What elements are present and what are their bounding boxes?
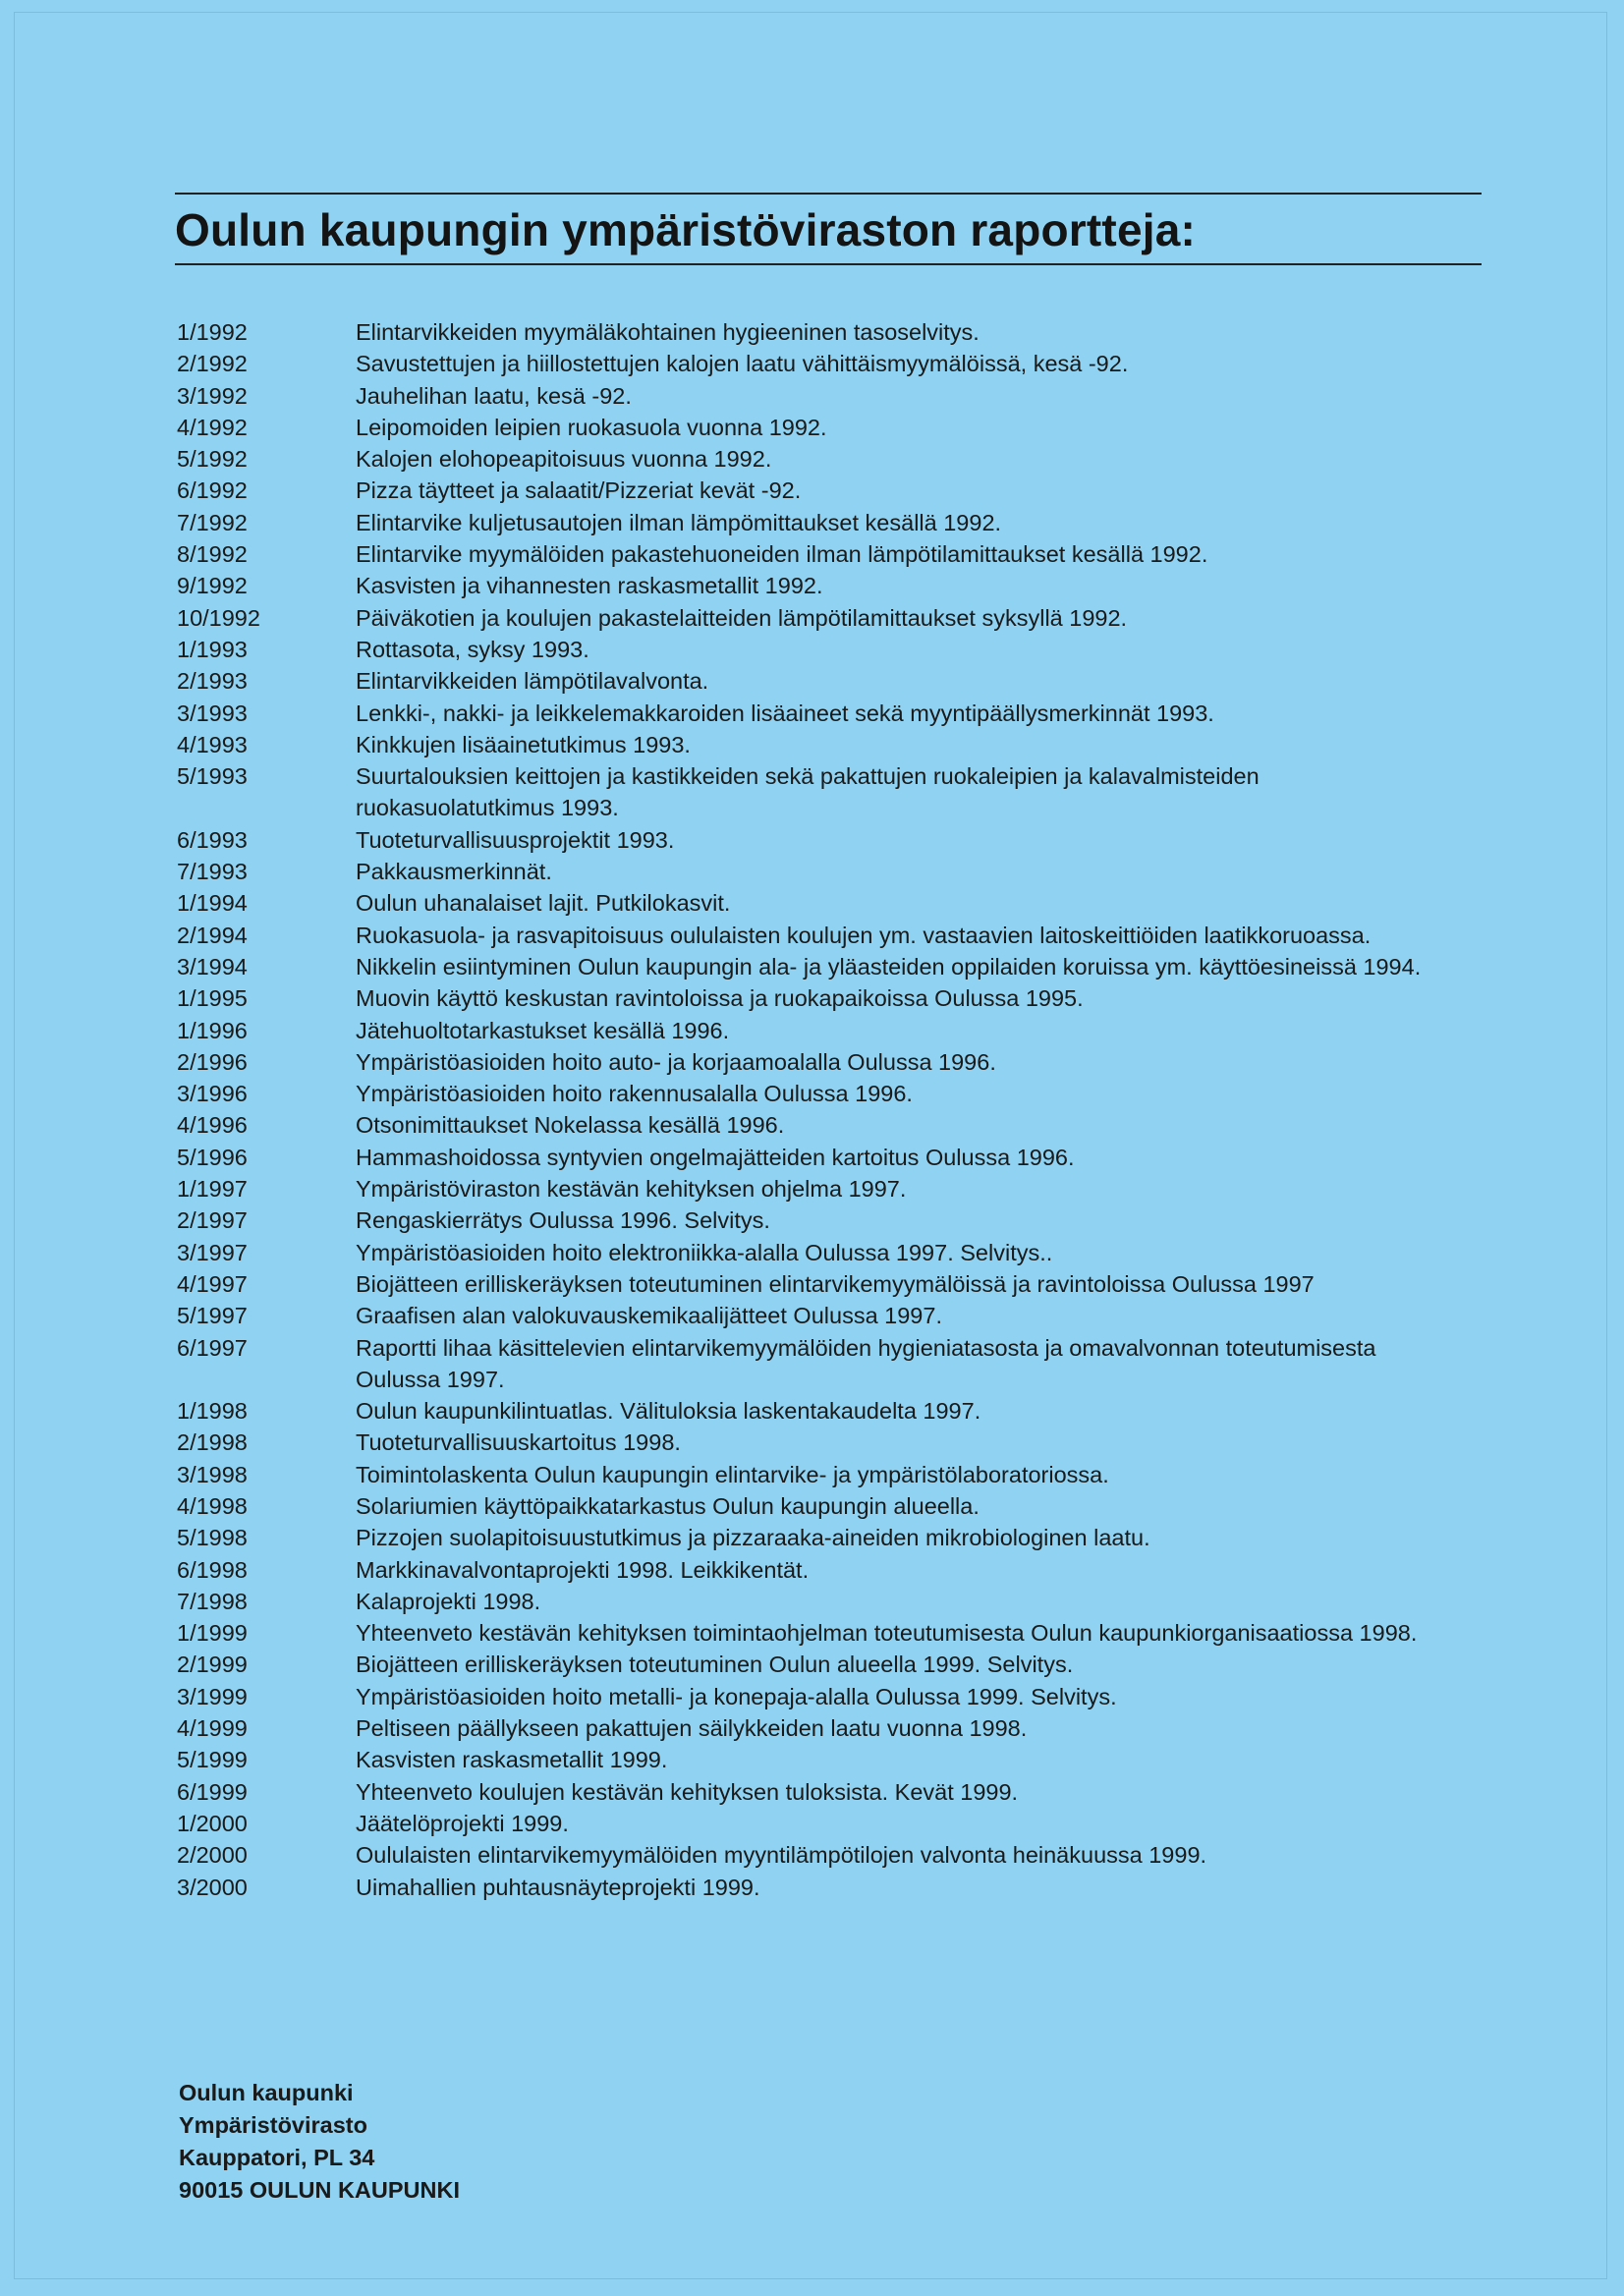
address-line-organization: Oulun kaupunki (179, 2080, 354, 2105)
report-number: 3/1994 (177, 953, 248, 980)
report-row (177, 824, 1454, 856)
report-row (177, 1142, 1454, 1173)
report-number: 6/1999 (177, 1778, 248, 1805)
report-title: Biojätteen erilliskeräyksen toteutuminen Oulun alueella 1999. Selvitys. (356, 1652, 1074, 1678)
report-number: 1/1993 (177, 636, 248, 662)
report-title: Kinkkujen lisäainetutkimus 1993. (356, 731, 691, 757)
report-title: Elintarvikkeiden myymäläkohtainen hygieeninen tasoselvitys. (356, 319, 980, 345)
report-title: Jäätelöprojekti 1999. (356, 1810, 569, 1836)
report-title: Ruokasuola- ja rasvapitoisuus oululaisten koulujen ym. vastaavien laitoskeittiöiden laatikkoruoassa. (356, 922, 1372, 948)
report-row (177, 760, 1454, 824)
report-row (177, 1173, 1454, 1204)
report-number: 6/1992 (177, 477, 248, 504)
report-title: Rengaskierrätys Oulussa 1996. Selvitys. (356, 1207, 770, 1234)
report-row (177, 665, 1454, 697)
report-title: Raportti lihaa käsittelevien elintarvikemyymälöiden hygieniatasosta ja omavalvonnan toteutumisesta Oulussa 1997. (356, 1334, 1376, 1392)
report-row (177, 1712, 1454, 1744)
report-number: 5/1992 (177, 446, 248, 473)
report-title: Päiväkotien ja koulujen pakastelaitteiden lämpötilamittaukset syksyllä 1992. (356, 604, 1128, 631)
report-number: 6/1998 (177, 1556, 248, 1583)
report-row (177, 570, 1454, 601)
report-title: Suurtalouksien keittojen ja kastikkeiden sekä pakattujen ruokaleipien ja kalavalmisteiden ruokasuolatutkimus 1993. (356, 763, 1260, 821)
report-number: 3/1997 (177, 1239, 248, 1265)
report-row (177, 1078, 1454, 1109)
report-number: 3/1993 (177, 700, 248, 726)
report-title: Otsonimittaukset Nokelassa kesällä 1996. (356, 1112, 785, 1139)
report-title: Hammashoidossa syntyvien ongelmajätteiden kartoitus Oulussa 1996. (356, 1144, 1075, 1170)
report-row (177, 1649, 1454, 1680)
report-number: 3/1998 (177, 1461, 248, 1487)
report-number: 10/1992 (177, 604, 260, 631)
report-title: Elintarvike myymälöiden pakastehuoneiden ilman lämpötilamittaukset kesällä 1992. (356, 541, 1208, 568)
report-row (177, 1300, 1454, 1331)
title-rule-top (175, 193, 1482, 195)
address-block (179, 2077, 460, 2207)
report-number: 4/1996 (177, 1112, 248, 1139)
report-row (177, 1776, 1454, 1808)
report-title: Kasvisten ja vihannesten raskasmetallit 1992. (356, 573, 823, 599)
report-number: 6/1993 (177, 826, 248, 853)
report-title: Peltiseen päällykseen pakattujen säilykkeiden laatu vuonna 1998. (356, 1715, 1028, 1742)
report-row (177, 634, 1454, 665)
report-number: 3/1996 (177, 1081, 248, 1107)
report-number: 2/1996 (177, 1048, 248, 1075)
report-title: Ympäristöasioiden hoito elektroniikka-alalla Oulussa 1997. Selvitys.. (356, 1239, 1053, 1265)
report-number: 3/2000 (177, 1874, 248, 1900)
report-number: 7/1992 (177, 509, 248, 535)
report-number: 1/2000 (177, 1810, 248, 1836)
report-row (177, 1681, 1454, 1712)
report-title: Savustettujen ja hiillostettujen kalojen laatu vähittäismyymälöissä, kesä -92. (356, 351, 1129, 377)
report-title: Pizzojen suolapitoisuustutkimus ja pizzaraaka-aineiden mikrobiologinen laatu. (356, 1525, 1150, 1551)
report-number: 1/1994 (177, 890, 248, 917)
report-row (177, 412, 1454, 443)
report-number: 5/1999 (177, 1747, 248, 1773)
report-number: 9/1992 (177, 573, 248, 599)
report-title: Oulun kaupunkilintuatlas. Välituloksia laskentakaudelta 1997. (356, 1398, 981, 1425)
report-number: 5/1993 (177, 763, 248, 790)
report-number: 1/1997 (177, 1176, 248, 1203)
report-number: 8/1992 (177, 541, 248, 568)
report-row (177, 1808, 1454, 1839)
report-row (177, 920, 1454, 951)
report-row (177, 1522, 1454, 1553)
report-title: Tuoteturvallisuusprojektit 1993. (356, 826, 675, 853)
report-title: Kalojen elohopeapitoisuus vuonna 1992. (356, 446, 772, 473)
title-rule-bottom (175, 263, 1482, 265)
report-number: 2/1992 (177, 351, 248, 377)
report-row (177, 729, 1454, 760)
report-number: 2/1999 (177, 1652, 248, 1678)
page-title: Oulun kaupungin ympäristöviraston raportteja: (175, 204, 1197, 255)
report-title: Yhteenveto kestävän kehityksen toimintaohjelman toteutumisesta Oulun kaupunkiorganisaatiossa 1998. (356, 1620, 1418, 1647)
report-number: 2/1994 (177, 922, 248, 948)
report-title: Ympäristöasioiden hoito metalli- ja konepaja-alalla Oulussa 1999. Selvitys. (356, 1683, 1117, 1709)
report-row (177, 1046, 1454, 1078)
report-row (177, 1332, 1454, 1396)
report-title: Ympäristöviraston kestävän kehityksen ohjelma 1997. (356, 1176, 907, 1203)
report-row (177, 1109, 1454, 1141)
address-line-department: Ympäristövirasto (179, 2112, 367, 2138)
address-line-street: Kauppatori, PL 34 (179, 2145, 375, 2170)
report-row (177, 1395, 1454, 1427)
report-number: 7/1998 (177, 1588, 248, 1614)
report-row (177, 1237, 1454, 1268)
report-row (177, 348, 1454, 379)
report-number: 2/2000 (177, 1842, 248, 1869)
report-title: Oululaisten elintarvikemyymälöiden myyntilämpötilojen valvonta heinäkuussa 1999. (356, 1842, 1207, 1869)
report-row (177, 856, 1454, 887)
report-row (177, 538, 1454, 570)
report-row (177, 380, 1454, 412)
report-title: Graafisen alan valokuvauskemikaalijätteet Oulussa 1997. (356, 1303, 942, 1329)
report-number: 2/1997 (177, 1207, 248, 1234)
report-title: Uimahallien puhtausnäyteprojekti 1999. (356, 1874, 760, 1900)
report-number: 4/1993 (177, 731, 248, 757)
report-number: 4/1999 (177, 1715, 248, 1742)
report-number: 7/1993 (177, 859, 248, 885)
report-row (177, 1015, 1454, 1046)
report-title: Jätehuoltotarkastukset kesällä 1996. (356, 1017, 730, 1043)
report-title: Tuoteturvallisuuskartoitus 1998. (356, 1429, 681, 1456)
report-row (177, 475, 1454, 506)
report-title: Oulun uhanalaiset lajit. Putkilokasvit. (356, 890, 731, 917)
report-number: 4/1998 (177, 1492, 248, 1519)
report-number: 3/1992 (177, 382, 248, 409)
report-number: 5/1996 (177, 1144, 248, 1170)
report-title: Pizza täytteet ja salaatit/Pizzeriat kevät -92. (356, 477, 802, 504)
report-number: 1/1996 (177, 1017, 248, 1043)
report-row (177, 1872, 1454, 1903)
report-title: Muovin käyttö keskustan ravintoloissa ja ruokapaikoissa Oulussa 1995. (356, 985, 1084, 1012)
report-title: Toimintolaskenta Oulun kaupungin elintarvike- ja ympäristölaboratoriossa. (356, 1461, 1109, 1487)
report-title: Kasvisten raskasmetallit 1999. (356, 1747, 668, 1773)
report-number: 2/1998 (177, 1429, 248, 1456)
report-title: Lenkki-, nakki- ja leikkelemakkaroiden lisäaineet sekä myyntipäällysmerkinnät 1993. (356, 700, 1214, 726)
report-number: 4/1997 (177, 1270, 248, 1297)
report-title: Ympäristöasioiden hoito auto- ja korjaamoalalla Oulussa 1996. (356, 1048, 996, 1075)
report-title: Leipomoiden leipien ruokasuola vuonna 1992. (356, 414, 827, 440)
report-row (177, 1744, 1454, 1775)
report-row (177, 1839, 1454, 1871)
report-row (177, 602, 1454, 634)
report-row (177, 887, 1454, 919)
title-block (175, 193, 1482, 265)
report-title: Markkinavalvontaprojekti 1998. Leikkikentät. (356, 1556, 810, 1583)
address-line-postal: 90015 OULUN KAUPUNKI (179, 2177, 460, 2203)
report-title: Ympäristöasioiden hoito rakennusalalla Oulussa 1996. (356, 1081, 913, 1107)
report-title: Elintarvikkeiden lämpötilavalvonta. (356, 668, 709, 695)
report-number: 1/1999 (177, 1620, 248, 1647)
report-row (177, 951, 1454, 982)
report-title: Solariumien käyttöpaikkatarkastus Oulun kaupungin alueella. (356, 1492, 980, 1519)
report-number: 3/1999 (177, 1683, 248, 1709)
report-number: 5/1998 (177, 1525, 248, 1551)
report-row (177, 1586, 1454, 1617)
report-row (177, 1554, 1454, 1586)
report-number: 4/1992 (177, 414, 248, 440)
report-row (177, 1268, 1454, 1300)
report-title: Yhteenveto koulujen kestävän kehityksen tuloksista. Kevät 1999. (356, 1778, 1019, 1805)
report-row (177, 698, 1454, 729)
report-number: 1/1992 (177, 319, 248, 345)
report-title: Biojätteen erilliskeräyksen toteutuminen elintarvikemyymälöissä ja ravintoloissa Oulussa 1997 (356, 1270, 1315, 1297)
report-number: 1/1995 (177, 985, 248, 1012)
report-number: 2/1993 (177, 668, 248, 695)
report-row (177, 982, 1454, 1014)
report-title: Nikkelin esiintyminen Oulun kaupungin ala- ja yläasteiden oppilaiden koruissa ym. käyttöesineissä 1994. (356, 953, 1422, 980)
report-row (177, 1427, 1454, 1458)
report-row (177, 443, 1454, 475)
report-row (177, 316, 1454, 348)
report-title: Jauhelihan laatu, kesä -92. (356, 382, 632, 409)
report-row (177, 1204, 1454, 1236)
report-row (177, 1459, 1454, 1490)
report-title: Pakkausmerkinnät. (356, 859, 552, 885)
report-list (177, 316, 1454, 1903)
report-number: 5/1997 (177, 1303, 248, 1329)
report-title: Elintarvike kuljetusautojen ilman lämpömittaukset kesällä 1992. (356, 509, 1002, 535)
report-row (177, 507, 1454, 538)
report-title: Rottasota, syksy 1993. (356, 636, 589, 662)
report-number: 6/1997 (177, 1334, 248, 1361)
report-row (177, 1490, 1454, 1522)
report-number: 1/1998 (177, 1398, 248, 1425)
report-row (177, 1617, 1454, 1649)
report-title: Kalaprojekti 1998. (356, 1588, 541, 1614)
